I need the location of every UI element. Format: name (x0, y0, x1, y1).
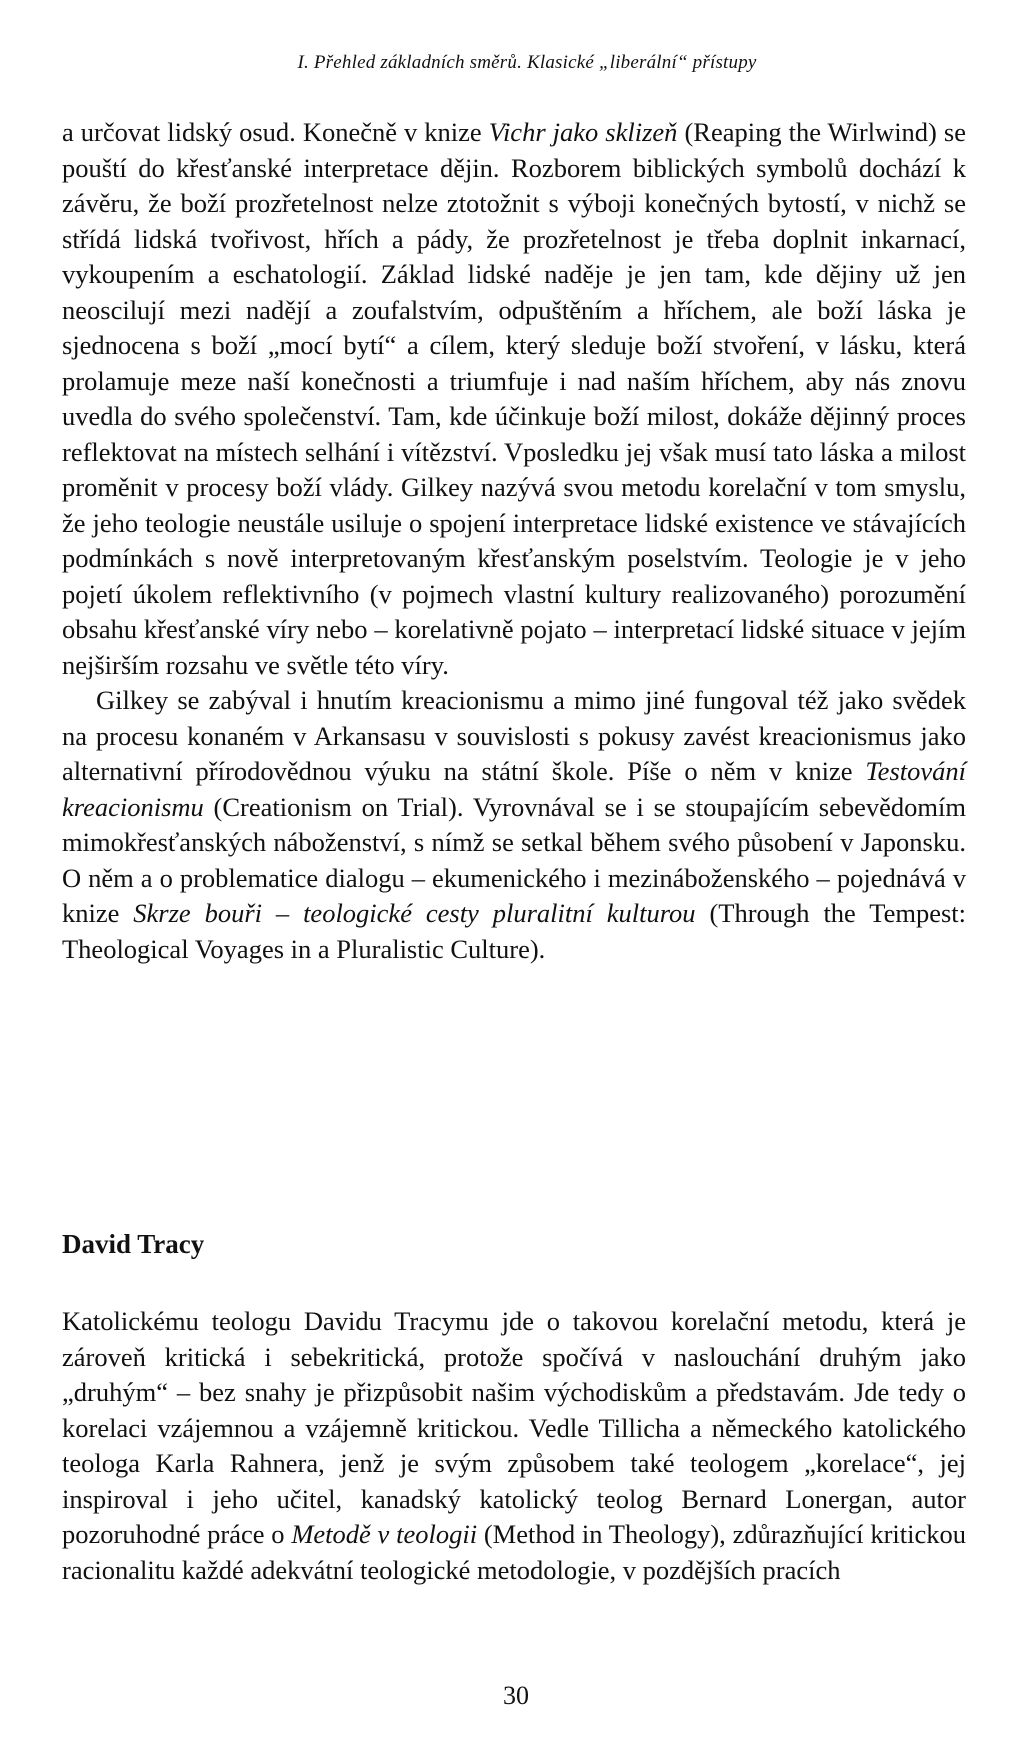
italic-title: Skrze bouři – teologické cesty pluralitní kulturou (133, 898, 696, 928)
tracy-text-block (62, 1304, 966, 1588)
text-run: (Through the Tempest: Theological Voyages in a Pluralistic Culture). (62, 898, 967, 964)
italic-title: Metodě v teologii (291, 1519, 478, 1549)
paragraph (62, 683, 966, 967)
paragraph (62, 115, 966, 683)
text-run: Katolickému teologu Davidu Tracymu jde o takovou korelační metodu, která je zároveň kritická i sebekritická, protože spočívá v naslouchání druhým jako „druhým“ – bez snahy je přizpůsobit našim východiskům a představám. Jde tedy o korelaci vzájemnou a vzájemně kritickou. Vedle Tillicha a německého katolického teologa Karla Rahnera, jenž je svým způsobem také teologem „korelace“, jej inspiroval i jeho učitel, kanadský katolický teolog Bernard Lonergan, autor pozoruhodné práce o (62, 1306, 966, 1549)
gilkey-text-block (62, 115, 966, 967)
text-run: (Method in Theology), zdůrazňující kritickou racionalitu každé adekvátní teologické metodologie, v pozdějších pracích (62, 1519, 967, 1585)
italic-title: Testování kreacionismu (62, 756, 966, 822)
page-number: 30 (503, 1681, 529, 1710)
running-header: I. Přehled základních směrů. Klasické „liberální“ přístupy (297, 52, 757, 73)
text-run: Gilkey se zabýval i hnutím kreacionismu a mimo jiné fungoval též jako svědek na procesu konaném v Arkansasu v souvislosti s pokusy zavést kreacionismus jako alternativní přírodovědnou výuku na státní škole. Píše o něm v knize (62, 685, 966, 786)
paragraph (62, 1304, 966, 1588)
section-heading: David Tracy (62, 1229, 205, 1259)
italic-title: Vichr jako sklizeň (488, 117, 678, 147)
text-run: (Creationism on Trial). Vyrovnával se i se stoupajícím sebevědomím mimokřesťanských náboženství, s nímž se setkal během svého působení v Japonsku. O něm a o problematice dialogu – ekumenického i mezináboženského – pojednává v knize (62, 791, 966, 928)
text-run: (Reaping the Wirlwind) se pouští do křesťanské interpretace dějin. Rozborem biblických symbolů dochází k závěru, že boží prozřetelnost nelze ztotožnit s výboji konečných bytostí, v nichž se střídá lidská tvořivost, hřích a pády, že prozřetelnost je třeba doplnit inkarnací, vykoupením a eschatologií. Základ lidské naděje je jen tam, kde dějiny už jen neoscilují mezi nadějí a zoufalstvím, odpuštěním a hříchem, ale boží láska je sjednocena s boží „mocí bytí“ a cílem, který sleduje boží stvoření, v lásku, která prolamuje meze naší konečnosti a triumfuje i nad naším hříchem, aby nás znovu uvedla do svého společenství. Tam, kde účinkuje boží milost, dokáže dějinný proces reflektovat na místech selhání i vítězství. Vposledku jej však musí tato láska a milost proměnit v procesy boží vlády. Gilkey nazývá svou metodu korelační v tom smyslu, že jeho teologie neustále usiluje o spojení interpretace lidské existence ve stávajících podmínkách s nově interpretovaným křesťanským poselstvím. Teologie je v jeho pojetí úkolem reflektivního (v pojmech vlastní kultury realizovaného) porozumění obsahu křesťanské víry nebo – korelativně pojato – interpretací lidské situace v jejím nejširším rozsahu ve světle této víry. (62, 117, 966, 680)
text-run: a určovat lidský osud. Konečně v knize (62, 117, 489, 147)
